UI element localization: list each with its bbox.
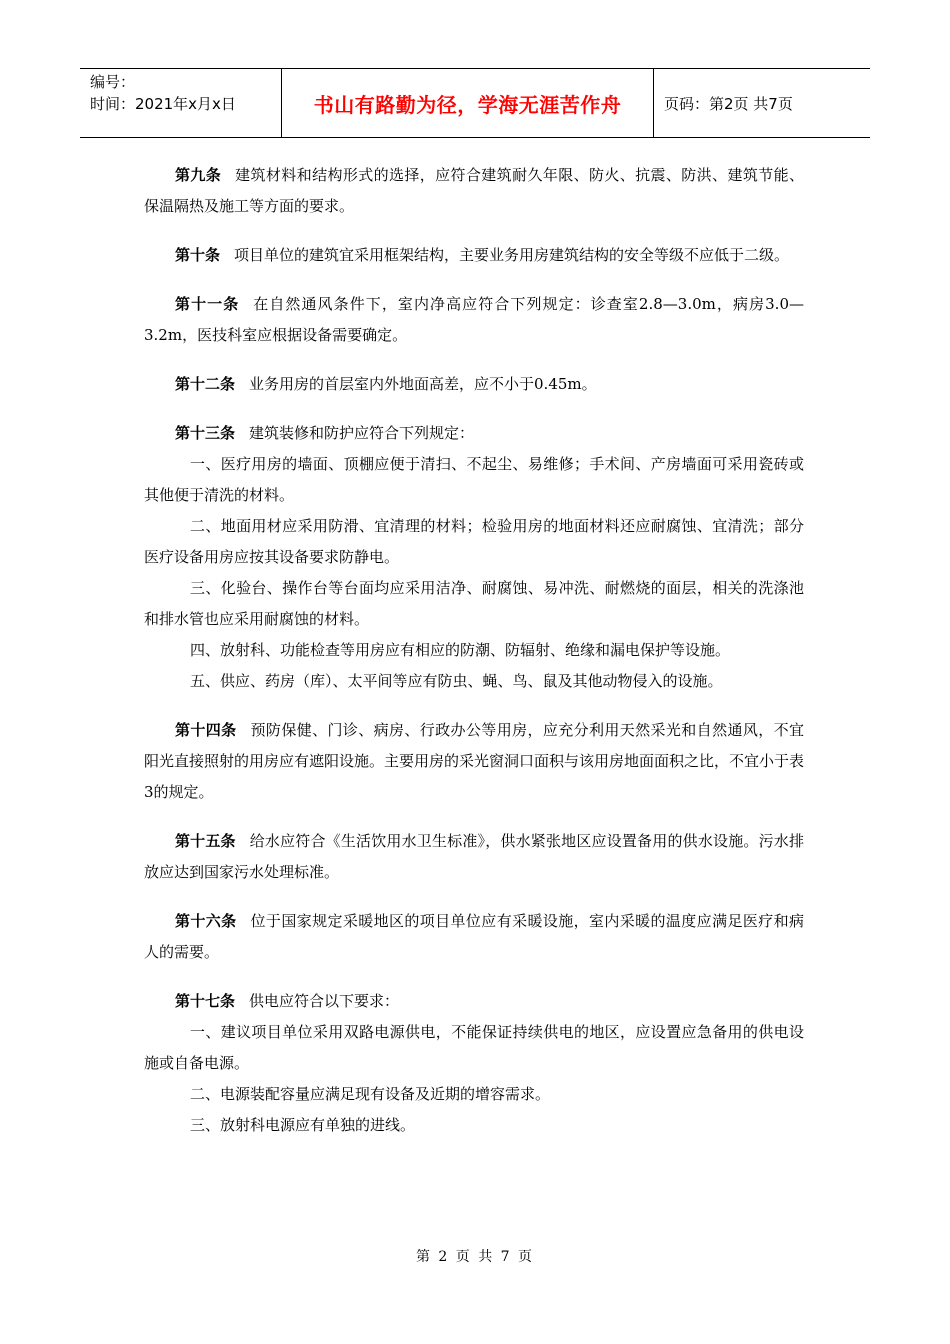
header-motto: 书山有路勤为径，学海无涯苦作舟 [313,92,622,117]
article-number: 第十五条 [175,832,236,850]
article-text: 建筑材料和结构形式的选择，应符合建筑耐久年限、防火、抗震、防洪、建筑节能、保温隔热及施工等方面的要求。 [144,166,804,215]
article-number: 第十六条 [175,912,237,930]
article-13 [144,418,804,449]
header-page-cell [654,69,870,137]
article-9 [144,160,804,222]
list-item: 一、医疗用房的墙面、顶棚应便于清扫、不起尘、易维修；手术间、产房墙面可采用瓷砖或其他便于清洗的材料。 [144,455,804,504]
header-left-cell [80,69,282,137]
document-number-label: 编号： [90,73,136,91]
header-page-info: 页码：第2页 共7页 [664,94,793,113]
article-text: 给水应符合《生活饮用水卫生标准》，供水紧张地区应设置备用的供水设施。污水排放应达到国家污水处理标准。 [144,832,804,881]
header-motto-cell [282,69,654,137]
article-13-group [144,418,804,697]
article-number: 第十条 [175,246,221,264]
article-17-group [144,986,804,1141]
article-text: 供电应符合以下要求： [249,992,400,1010]
article-12 [144,369,804,400]
article-number: 第十七条 [175,992,236,1010]
article-text: 在自然通风条件下，室内净高应符合下列规定：诊查室2.8—3.0m，病房3.0—3.2m，医技科室应根据设备需要确定。 [144,295,804,344]
article-text: 业务用房的首层室内外地面高差，应不小于0.45m。 [249,375,597,393]
document-body [144,160,804,1159]
list-item: 一、建议项目单位采用双路电源供电，不能保证持续供电的地区，应设置应急备用的供电设施或自备电源。 [144,1023,804,1072]
article-number: 第十一条 [175,295,240,313]
article-10 [144,240,804,271]
article-text: 位于国家规定采暖地区的项目单位应有采暖设施，室内采暖的温度应满足医疗和病人的需要。 [144,912,804,961]
article-15 [144,826,804,888]
list-item: 二、电源装配容量应满足现有设备及近期的增容需求。 [190,1085,551,1103]
list-item: 三、放射科电源应有单独的进线。 [190,1116,416,1134]
article-number: 第十四条 [175,721,237,739]
list-item: 三、化验台、操作台等台面均应采用洁净、耐腐蚀、易冲洗、耐燃烧的面层，相关的洗涤池和排水管也应采用耐腐蚀的材料。 [144,579,804,628]
article-14 [144,715,804,808]
list-item: 四、放射科、功能检查等用房应有相应的防潮、防辐射、绝缘和漏电保护等设施。 [190,641,731,659]
document-date: 时间：2021年x月x日 [90,95,236,113]
list-item: 五、供应、药房（库）、太平间等应有防虫、蝇、鸟、鼠及其他动物侵入的设施。 [190,672,723,690]
list-item: 二、地面用材应采用防滑、宜清理的材料；检验用房的地面材料还应耐腐蚀、宜清洗；部分医疗设备用房应按其设备要求防静电。 [144,517,804,566]
page-footer: 第 2 页 共 7 页 [415,1249,535,1265]
article-number: 第十二条 [175,375,236,393]
page-header [80,68,870,138]
article-17 [144,986,804,1017]
article-16 [144,906,804,968]
article-text: 预防保健、门诊、病房、行政办公等用房，应充分利用天然采光和自然通风，不宜阳光直接照射的用房应有遮阳设施。主要用房的采光窗洞口面积与该用房地面面积之比，不宜小于表3的规定。 [144,721,805,801]
article-number: 第九条 [175,166,222,184]
article-text: 项目单位的建筑宜采用框架结构，主要业务用房建筑结构的安全等级不应低于二级。 [234,246,790,264]
article-number: 第十三条 [175,424,236,442]
article-text: 建筑装修和防护应符合下列规定： [249,424,475,442]
article-11 [144,289,804,351]
